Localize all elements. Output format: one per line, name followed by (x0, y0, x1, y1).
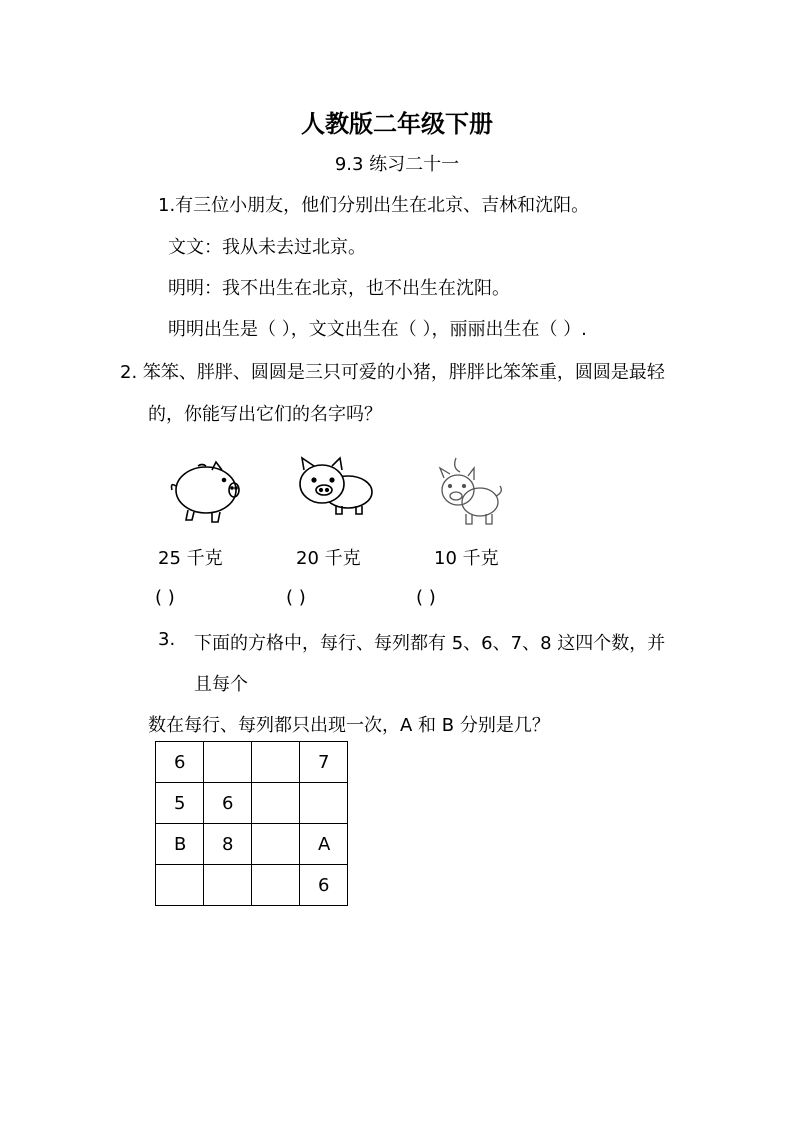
grid-cell: 5 (156, 783, 204, 824)
grid-row (156, 742, 348, 783)
pig-weight-1: 25 千克 (158, 548, 223, 569)
grid-cell: 6 (300, 865, 348, 906)
grid-cell (300, 783, 348, 824)
grid-cell (204, 742, 252, 783)
grid-cell (204, 865, 252, 906)
q1-wenwen-statement: 文文：我从未去过北京。 (168, 237, 366, 258)
pig-name-blank-1: ( ) (155, 587, 175, 608)
q3-prompt-line1: 下面的方格中，每行、每列都有 5、6、7、8 这四个数，并 (194, 633, 666, 654)
pig-weight-3: 10 千克 (434, 548, 499, 569)
pig-name-blank-3: ( ) (416, 587, 436, 608)
page-title: 人教版二年级下册 (301, 110, 493, 138)
grid-cell: 6 (156, 742, 204, 783)
grid-cell: A (300, 824, 348, 865)
pig-weight-2: 20 千克 (296, 548, 361, 569)
grid-cell: B (156, 824, 204, 865)
grid-cell (156, 865, 204, 906)
number-grid (155, 741, 348, 906)
grid-cell: 8 (204, 824, 252, 865)
grid-cell (252, 783, 300, 824)
grid-cell (252, 824, 300, 865)
q3-number: 3. (158, 629, 176, 650)
grid-cell: 7 (300, 742, 348, 783)
grid-row (156, 865, 348, 906)
pig-icon (436, 454, 506, 528)
grid-cell: 6 (204, 783, 252, 824)
q1-prompt: 1.有三位小朋友，他们分别出生在北京、吉林和沈阳。 (158, 195, 590, 216)
section-subtitle: 9.3 练习二十一 (334, 154, 460, 175)
grid-row (156, 783, 348, 824)
pig-name-blank-2: ( ) (286, 587, 306, 608)
q2-prompt-line2: 的，你能写出它们的名字吗？ (148, 404, 382, 425)
q1-mingming-statement: 明明：我不出生在北京，也不出生在沈阳。 (168, 278, 510, 299)
q2-prompt-line1: 2. 笨笨、胖胖、圆圆是三只可爱的小猪，胖胖比笨笨重，圆圆是最轻 (120, 362, 665, 383)
q1-answer-line: 明明出生是（ ），文文出生在（ ），丽丽出生在（ ）. (168, 319, 587, 340)
grid-row (156, 824, 348, 865)
q3-prompt-line3: 数在每行、每列都只出现一次，A 和 B 分别是几？ (148, 715, 550, 736)
grid-cell (252, 742, 300, 783)
q3-prompt-line2: 且每个 (194, 674, 248, 695)
grid-cell (252, 865, 300, 906)
pig-icon (296, 456, 376, 518)
pig-icon (168, 456, 248, 526)
